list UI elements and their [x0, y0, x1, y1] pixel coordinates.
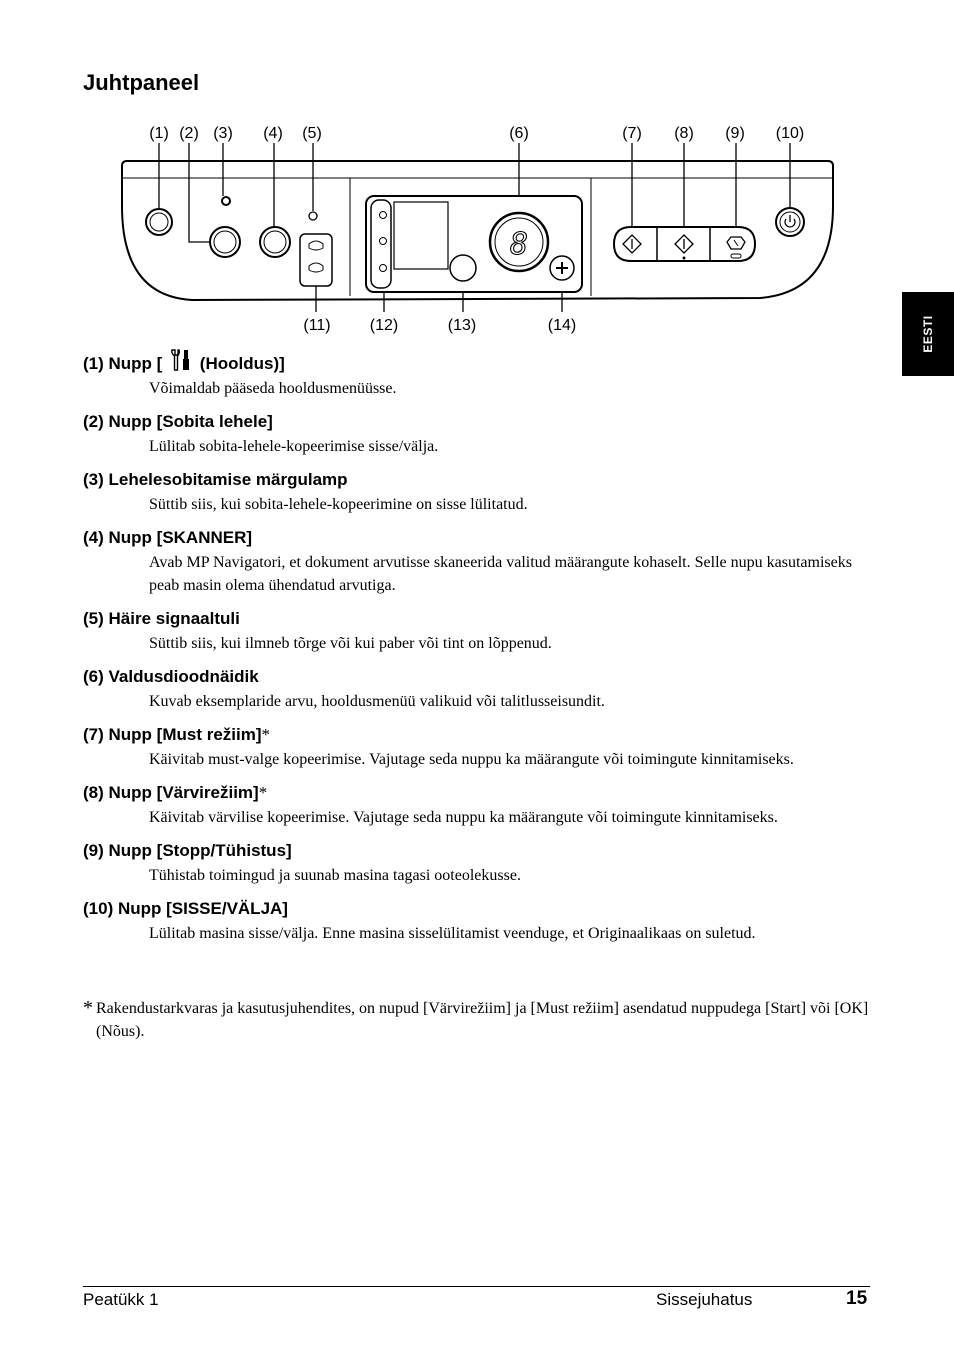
item-heading: (3) Lehelesobitamise märgulamp [83, 470, 348, 489]
item-heading: (10) Nupp [SISSE/VÄLJA] [83, 899, 288, 918]
callout-13: (13) [447, 317, 477, 334]
item-description: Võimaldab pääseda hooldusmenüüsse. [149, 380, 397, 397]
paper-select-buttons [300, 234, 332, 286]
lcd-window [394, 202, 448, 269]
item-heading: (8) Nupp [Värvirežiim]* [83, 783, 268, 802]
list-item [83, 608, 873, 655]
footnote [83, 997, 873, 1043]
footnote-mark: * [83, 997, 93, 1019]
footer-rule [83, 1286, 870, 1287]
list-item [83, 724, 873, 771]
callout-3: (3) [213, 125, 233, 142]
item-heading: (6) Valdusdioodnäidik [83, 667, 259, 686]
page-title: Juhtpaneel [83, 70, 200, 95]
language-side-tab-label: EESTI [921, 315, 935, 353]
item-heading: (5) Häire signaaltuli [83, 609, 240, 628]
callout-10: (10) [775, 125, 805, 142]
asterisk-mark: * [261, 725, 270, 744]
item-description: Süttib siis, kui sobita-lehele-kopeerimine on sisse lülitatud. [149, 496, 528, 513]
item-description: Lülitab masina sisse/välja. Enne masina sisselülitamist veenduge, et Originaalikaas on suletud. [149, 925, 756, 942]
callout-7: (7) [622, 125, 642, 142]
item-description: Kuvab eksemplaride arvu, hooldusmenüü valikuid või talitlusseisundit. [149, 693, 605, 710]
maintenance-tools-icon [169, 348, 193, 372]
list-item [83, 840, 873, 887]
alarm-lamp [309, 212, 317, 220]
item-list [83, 348, 873, 956]
callout-9: (9) [725, 125, 745, 142]
callout-14: (14) [547, 317, 577, 334]
language-side-tab [902, 292, 954, 376]
footer-section: Sissejuhatus [656, 1290, 753, 1309]
round-button [450, 255, 476, 281]
list-item [83, 782, 873, 829]
item-heading: (2) Nupp [Sobita lehele] [83, 412, 273, 431]
item-description: Käivitab värvilise kopeerimise. Vajutage seda nuppu ka määrangute või toimingute kinnitamiseks. [149, 809, 778, 826]
asterisk-mark: * [258, 783, 268, 802]
control-panel-diagram [110, 118, 850, 340]
item-description: Süttib siis, kui ilmneb tõrge või kui paber või tint on lõppenud. [149, 635, 552, 652]
callout-5: (5) [302, 125, 322, 142]
callout-8: (8) [674, 125, 694, 142]
list-item [83, 898, 873, 945]
callout-6: (6) [509, 125, 529, 142]
list-item [83, 666, 873, 713]
footnote-text: Rakendustarkvaras ja kasutusjuhendites, on nupud [Värvirežiim] ja [Must režiim] asendatud nuppudega [Start] või [OK] (Nõus). [96, 1000, 869, 1040]
list-item [83, 411, 873, 458]
item-description: Tühistab toimingud ja suunab masina tagasi ooteolekusse. [149, 867, 521, 884]
page-number: 15 [846, 1288, 868, 1309]
list-item [83, 527, 873, 597]
footer-chapter: Peatükk 1 [83, 1290, 159, 1309]
item-heading: (4) Nupp [SKANNER] [83, 528, 253, 547]
item-heading: (9) Nupp [Stopp/Tühistus] [83, 841, 292, 860]
list-item [83, 348, 873, 400]
callout-1: (1) [149, 125, 169, 142]
item-heading: (7) Nupp [Must režiim]* [83, 725, 270, 744]
callout-12: (12) [369, 317, 399, 334]
item-heading: (1) Nupp [ (Hooldus)] [83, 348, 873, 375]
item-description: Avab MP Navigatori, et dokument arvutisse skaneerida valitud määrangute kohaselt. Selle nupu kasutamiseks peab masin olema ühendatud arvutiga. [149, 554, 852, 594]
item-description: Lülitab sobita-lehele-kopeerimise sisse/välja. [149, 438, 439, 455]
callout-4: (4) [263, 125, 283, 142]
fit-to-page-lamp [222, 197, 230, 205]
callout-2: (2) [179, 125, 199, 142]
item-description: Käivitab must-valge kopeerimise. Vajutage seda nuppu ka määrangute või toimingute kinnitamiseks. [149, 751, 794, 768]
callout-11: (11) [303, 317, 331, 334]
list-item [83, 469, 873, 516]
led-digit: 8 [509, 227, 529, 262]
